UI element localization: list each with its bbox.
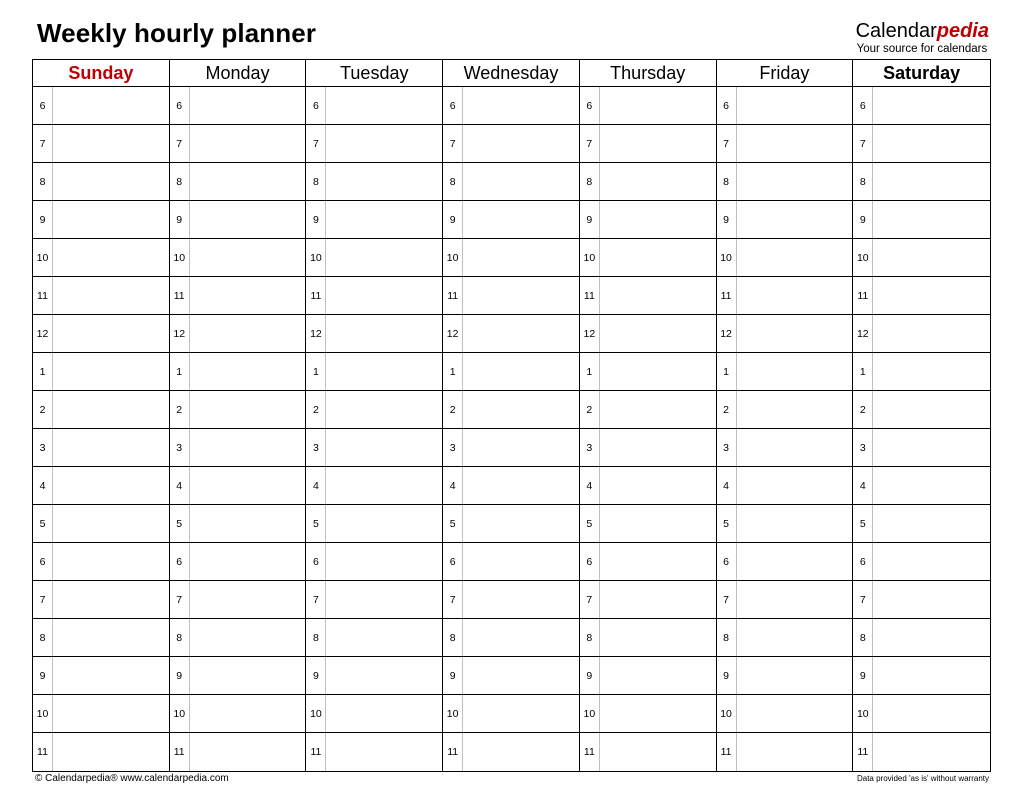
time-slot-thursday[interactable]	[580, 163, 717, 201]
hour-label: 6	[717, 87, 737, 124]
hour-label: 9	[853, 657, 873, 694]
day-header-thursday: Thursday	[580, 60, 717, 87]
hour-label: 9	[170, 201, 190, 238]
hour-label: 6	[170, 87, 190, 124]
time-slot-saturday[interactable]	[853, 657, 990, 695]
hour-label: 2	[170, 391, 190, 428]
time-slot-friday[interactable]	[717, 695, 854, 733]
time-slot-thursday[interactable]	[580, 315, 717, 353]
time-slot-thursday[interactable]	[580, 391, 717, 429]
time-slot-thursday[interactable]	[580, 619, 717, 657]
hour-label: 11	[443, 733, 463, 771]
hour-label: 8	[443, 163, 463, 200]
hour-label: 11	[33, 733, 53, 771]
time-slot-tuesday[interactable]	[306, 619, 443, 657]
hour-label: 7	[170, 581, 190, 618]
time-slot-monday[interactable]	[170, 163, 307, 201]
time-slot-monday[interactable]	[170, 201, 307, 239]
time-slot-tuesday[interactable]	[306, 277, 443, 315]
time-slot-saturday[interactable]	[853, 353, 990, 391]
hour-label: 9	[580, 657, 600, 694]
time-slot-tuesday[interactable]	[306, 391, 443, 429]
hour-label: 9	[717, 657, 737, 694]
hour-label: 7	[717, 125, 737, 162]
hour-label: 3	[580, 429, 600, 466]
time-slot-saturday[interactable]	[853, 695, 990, 733]
hour-label: 11	[580, 733, 600, 771]
time-slot-tuesday[interactable]	[306, 239, 443, 277]
time-slot-saturday[interactable]	[853, 315, 990, 353]
hour-label: 8	[853, 619, 873, 656]
time-slot-sunday[interactable]	[33, 391, 170, 429]
hour-label: 5	[170, 505, 190, 542]
time-slot-friday[interactable]	[717, 429, 854, 467]
hour-label: 8	[170, 163, 190, 200]
hour-label: 2	[717, 391, 737, 428]
time-slot-friday[interactable]	[717, 467, 854, 505]
day-header-monday: Monday	[170, 60, 307, 87]
hour-label: 9	[33, 657, 53, 694]
hour-label: 9	[717, 201, 737, 238]
hour-label: 11	[170, 733, 190, 771]
hour-label: 6	[717, 543, 737, 580]
hour-label: 9	[33, 201, 53, 238]
hour-label: 11	[33, 277, 53, 314]
hour-label: 10	[717, 239, 737, 276]
hour-label: 4	[33, 467, 53, 504]
time-slot-sunday[interactable]	[33, 315, 170, 353]
time-slot-tuesday[interactable]	[306, 467, 443, 505]
day-header-saturday: Saturday	[853, 60, 990, 87]
time-slot-wednesday[interactable]	[443, 315, 580, 353]
time-slot-tuesday[interactable]	[306, 543, 443, 581]
hour-label: 11	[443, 277, 463, 314]
hour-label: 3	[853, 429, 873, 466]
hour-label: 12	[33, 315, 53, 352]
time-slot-sunday[interactable]	[33, 581, 170, 619]
hour-label: 3	[443, 429, 463, 466]
time-slot-wednesday[interactable]	[443, 87, 580, 125]
hour-label: 12	[306, 315, 326, 352]
hour-label: 8	[580, 619, 600, 656]
time-slot-friday[interactable]	[717, 619, 854, 657]
brand-name-part1: Calendar	[855, 20, 937, 42]
time-slot-monday[interactable]	[170, 733, 307, 771]
time-slot-wednesday[interactable]	[443, 505, 580, 543]
hour-label: 7	[306, 125, 326, 162]
time-slot-monday[interactable]	[170, 467, 307, 505]
time-slot-wednesday[interactable]	[443, 619, 580, 657]
hour-label: 5	[443, 505, 463, 542]
time-slot-thursday[interactable]	[580, 353, 717, 391]
time-slot-saturday[interactable]	[853, 201, 990, 239]
time-slot-wednesday[interactable]	[443, 657, 580, 695]
time-slot-wednesday[interactable]	[443, 125, 580, 163]
hour-label: 12	[853, 315, 873, 352]
hour-label: 9	[306, 657, 326, 694]
time-slot-friday[interactable]	[717, 543, 854, 581]
time-slot-friday[interactable]	[717, 315, 854, 353]
time-slot-thursday[interactable]	[580, 695, 717, 733]
hour-label: 6	[580, 87, 600, 124]
hour-label: 11	[853, 733, 873, 771]
day-header-friday: Friday	[717, 60, 854, 87]
time-slot-wednesday[interactable]	[443, 201, 580, 239]
hour-label: 2	[853, 391, 873, 428]
time-slot-monday[interactable]	[170, 505, 307, 543]
time-slot-sunday[interactable]	[33, 695, 170, 733]
time-slot-sunday[interactable]	[33, 277, 170, 315]
time-slot-wednesday[interactable]	[443, 239, 580, 277]
time-slot-monday[interactable]	[170, 125, 307, 163]
hour-label: 6	[170, 543, 190, 580]
hour-label: 4	[306, 467, 326, 504]
time-slot-tuesday[interactable]	[306, 581, 443, 619]
time-slot-tuesday[interactable]	[306, 201, 443, 239]
time-slot-sunday[interactable]	[33, 467, 170, 505]
hour-label: 4	[170, 467, 190, 504]
time-slot-saturday[interactable]	[853, 87, 990, 125]
hour-label: 11	[580, 277, 600, 314]
hour-label: 10	[717, 695, 737, 732]
day-header-wednesday: Wednesday	[443, 60, 580, 87]
time-slot-tuesday[interactable]	[306, 353, 443, 391]
time-slot-friday[interactable]	[717, 201, 854, 239]
time-slot-monday[interactable]	[170, 239, 307, 277]
hour-label: 12	[443, 315, 463, 352]
time-slot-friday[interactable]	[717, 163, 854, 201]
hour-label: 7	[443, 581, 463, 618]
hour-label: 7	[853, 581, 873, 618]
hour-label: 7	[33, 581, 53, 618]
hour-label: 11	[717, 277, 737, 314]
hour-label: 1	[306, 353, 326, 390]
hour-label: 11	[306, 277, 326, 314]
time-slot-thursday[interactable]	[580, 87, 717, 125]
time-slot-wednesday[interactable]	[443, 695, 580, 733]
hour-label: 1	[443, 353, 463, 390]
hour-label: 9	[443, 657, 463, 694]
hour-label: 5	[580, 505, 600, 542]
time-slot-wednesday[interactable]	[443, 163, 580, 201]
time-slot-tuesday[interactable]	[306, 657, 443, 695]
time-slot-monday[interactable]	[170, 315, 307, 353]
hour-label: 2	[443, 391, 463, 428]
hour-label: 10	[33, 695, 53, 732]
time-slot-sunday[interactable]	[33, 657, 170, 695]
time-slot-sunday[interactable]	[33, 505, 170, 543]
hour-label: 1	[580, 353, 600, 390]
time-slot-friday[interactable]	[717, 391, 854, 429]
hour-label: 8	[853, 163, 873, 200]
time-slot-monday[interactable]	[170, 657, 307, 695]
hour-label: 2	[580, 391, 600, 428]
time-slot-monday[interactable]	[170, 543, 307, 581]
time-slot-monday[interactable]	[170, 619, 307, 657]
hour-label: 10	[443, 695, 463, 732]
hour-label: 3	[33, 429, 53, 466]
time-slot-thursday[interactable]	[580, 467, 717, 505]
time-slot-monday[interactable]	[170, 391, 307, 429]
time-slot-sunday[interactable]	[33, 543, 170, 581]
time-slot-friday[interactable]	[717, 657, 854, 695]
time-slot-saturday[interactable]	[853, 163, 990, 201]
hour-label: 4	[443, 467, 463, 504]
time-slot-monday[interactable]	[170, 277, 307, 315]
hour-label: 9	[306, 201, 326, 238]
hour-label: 8	[306, 619, 326, 656]
time-slot-wednesday[interactable]	[443, 581, 580, 619]
hour-label: 7	[443, 125, 463, 162]
time-slot-wednesday[interactable]	[443, 733, 580, 771]
hour-label: 1	[853, 353, 873, 390]
hour-label: 3	[306, 429, 326, 466]
hour-label: 8	[717, 163, 737, 200]
hour-label: 10	[580, 239, 600, 276]
hour-label: 10	[853, 239, 873, 276]
time-slot-sunday[interactable]	[33, 429, 170, 467]
hour-label: 8	[306, 163, 326, 200]
hour-label: 11	[717, 733, 737, 771]
time-slot-tuesday[interactable]	[306, 125, 443, 163]
time-slot-saturday[interactable]	[853, 505, 990, 543]
time-slot-friday[interactable]	[717, 353, 854, 391]
hour-label: 9	[580, 201, 600, 238]
hour-label: 5	[306, 505, 326, 542]
time-slot-monday[interactable]	[170, 581, 307, 619]
time-slot-sunday[interactable]	[33, 125, 170, 163]
hour-label: 7	[170, 125, 190, 162]
hour-label: 10	[306, 239, 326, 276]
hour-label: 6	[443, 543, 463, 580]
hour-label: 6	[853, 87, 873, 124]
time-slot-saturday[interactable]	[853, 125, 990, 163]
time-slot-thursday[interactable]	[580, 201, 717, 239]
time-slot-friday[interactable]	[717, 125, 854, 163]
hour-label: 10	[580, 695, 600, 732]
time-slot-sunday[interactable]	[33, 353, 170, 391]
time-slot-saturday[interactable]	[853, 581, 990, 619]
time-slot-sunday[interactable]	[33, 201, 170, 239]
hour-label: 7	[33, 125, 53, 162]
brand-name	[856, 20, 989, 42]
hour-label: 6	[33, 543, 53, 580]
time-slot-wednesday[interactable]	[443, 543, 580, 581]
time-slot-saturday[interactable]	[853, 391, 990, 429]
hour-label: 2	[306, 391, 326, 428]
time-slot-tuesday[interactable]	[306, 695, 443, 733]
time-slot-tuesday[interactable]	[306, 429, 443, 467]
brand-name-part2: pedia	[936, 20, 989, 42]
time-slot-saturday[interactable]	[853, 543, 990, 581]
hour-label: 5	[853, 505, 873, 542]
planner-grid	[32, 59, 991, 772]
time-slot-thursday[interactable]	[580, 657, 717, 695]
time-slot-saturday[interactable]	[853, 429, 990, 467]
time-slot-sunday[interactable]	[33, 87, 170, 125]
time-slot-friday[interactable]	[717, 733, 854, 771]
hour-label: 11	[853, 277, 873, 314]
time-slot-monday[interactable]	[170, 429, 307, 467]
hour-label: 4	[853, 467, 873, 504]
time-slot-wednesday[interactable]	[443, 429, 580, 467]
time-slot-tuesday[interactable]	[306, 315, 443, 353]
hour-label: 8	[717, 619, 737, 656]
hour-label: 11	[170, 277, 190, 314]
time-slot-monday[interactable]	[170, 695, 307, 733]
hour-label: 5	[33, 505, 53, 542]
time-slot-wednesday[interactable]	[443, 277, 580, 315]
hour-label: 10	[443, 239, 463, 276]
time-slot-thursday[interactable]	[580, 277, 717, 315]
hour-label: 3	[717, 429, 737, 466]
hour-label: 6	[853, 543, 873, 580]
time-slot-thursday[interactable]	[580, 125, 717, 163]
hour-label: 6	[306, 543, 326, 580]
brand-logo	[856, 20, 989, 56]
page-title: Weekly hourly planner	[37, 18, 317, 48]
hour-label: 6	[33, 87, 53, 124]
hour-label: 4	[717, 467, 737, 504]
hour-label: 10	[306, 695, 326, 732]
hour-label: 1	[717, 353, 737, 390]
time-slot-sunday[interactable]	[33, 733, 170, 771]
footer-copyright: © Calendarpedia® www.calendarpedia.com	[35, 773, 229, 784]
time-slot-wednesday[interactable]	[443, 467, 580, 505]
time-slot-friday[interactable]	[717, 505, 854, 543]
hour-label: 6	[443, 87, 463, 124]
hour-label: 7	[306, 581, 326, 618]
hour-label: 10	[853, 695, 873, 732]
time-slot-sunday[interactable]	[33, 163, 170, 201]
time-slot-tuesday[interactable]	[306, 505, 443, 543]
time-slot-sunday[interactable]	[33, 239, 170, 277]
time-slot-thursday[interactable]	[580, 429, 717, 467]
time-slot-tuesday[interactable]	[306, 163, 443, 201]
hour-label: 4	[580, 467, 600, 504]
hour-label: 7	[580, 125, 600, 162]
time-slot-friday[interactable]	[717, 239, 854, 277]
time-slot-monday[interactable]	[170, 353, 307, 391]
day-header-tuesday: Tuesday	[306, 60, 443, 87]
time-slot-tuesday[interactable]	[306, 87, 443, 125]
hour-label: 11	[306, 733, 326, 771]
footer-disclaimer: Data provided 'as is' without warranty	[856, 774, 989, 783]
hour-label: 1	[170, 353, 190, 390]
hour-label: 8	[33, 163, 53, 200]
hour-label: 10	[33, 239, 53, 276]
time-slot-thursday[interactable]	[580, 581, 717, 619]
hour-label: 12	[580, 315, 600, 352]
hour-label: 7	[580, 581, 600, 618]
hour-label: 7	[717, 581, 737, 618]
hour-label: 1	[33, 353, 53, 390]
hour-label: 9	[853, 201, 873, 238]
hour-label: 7	[853, 125, 873, 162]
hour-label: 2	[33, 391, 53, 428]
time-slot-saturday[interactable]	[853, 239, 990, 277]
hour-label: 5	[717, 505, 737, 542]
hour-label: 6	[580, 543, 600, 580]
hour-label: 8	[33, 619, 53, 656]
hour-label: 8	[170, 619, 190, 656]
time-slot-thursday[interactable]	[580, 543, 717, 581]
hour-label: 12	[170, 315, 190, 352]
time-slot-saturday[interactable]	[853, 733, 990, 771]
day-header-sunday: Sunday	[33, 60, 170, 87]
time-slot-thursday[interactable]	[580, 733, 717, 771]
time-slot-wednesday[interactable]	[443, 353, 580, 391]
hour-label: 10	[170, 239, 190, 276]
hour-label: 3	[170, 429, 190, 466]
time-slot-monday[interactable]	[170, 87, 307, 125]
time-slot-friday[interactable]	[717, 277, 854, 315]
time-slot-friday[interactable]	[717, 87, 854, 125]
brand-tagline: Your source for calendars	[856, 43, 988, 55]
time-slot-wednesday[interactable]	[443, 391, 580, 429]
time-slot-friday[interactable]	[717, 581, 854, 619]
hour-label: 9	[443, 201, 463, 238]
hour-label: 8	[580, 163, 600, 200]
time-slot-saturday[interactable]	[853, 277, 990, 315]
hour-label: 12	[717, 315, 737, 352]
time-slot-saturday[interactable]	[853, 467, 990, 505]
hour-label: 6	[306, 87, 326, 124]
time-slot-thursday[interactable]	[580, 239, 717, 277]
hour-label: 8	[443, 619, 463, 656]
time-slot-thursday[interactable]	[580, 505, 717, 543]
time-slot-sunday[interactable]	[33, 619, 170, 657]
time-slot-saturday[interactable]	[853, 619, 990, 657]
hour-label: 10	[170, 695, 190, 732]
hour-label: 9	[170, 657, 190, 694]
time-slot-tuesday[interactable]	[306, 733, 443, 771]
